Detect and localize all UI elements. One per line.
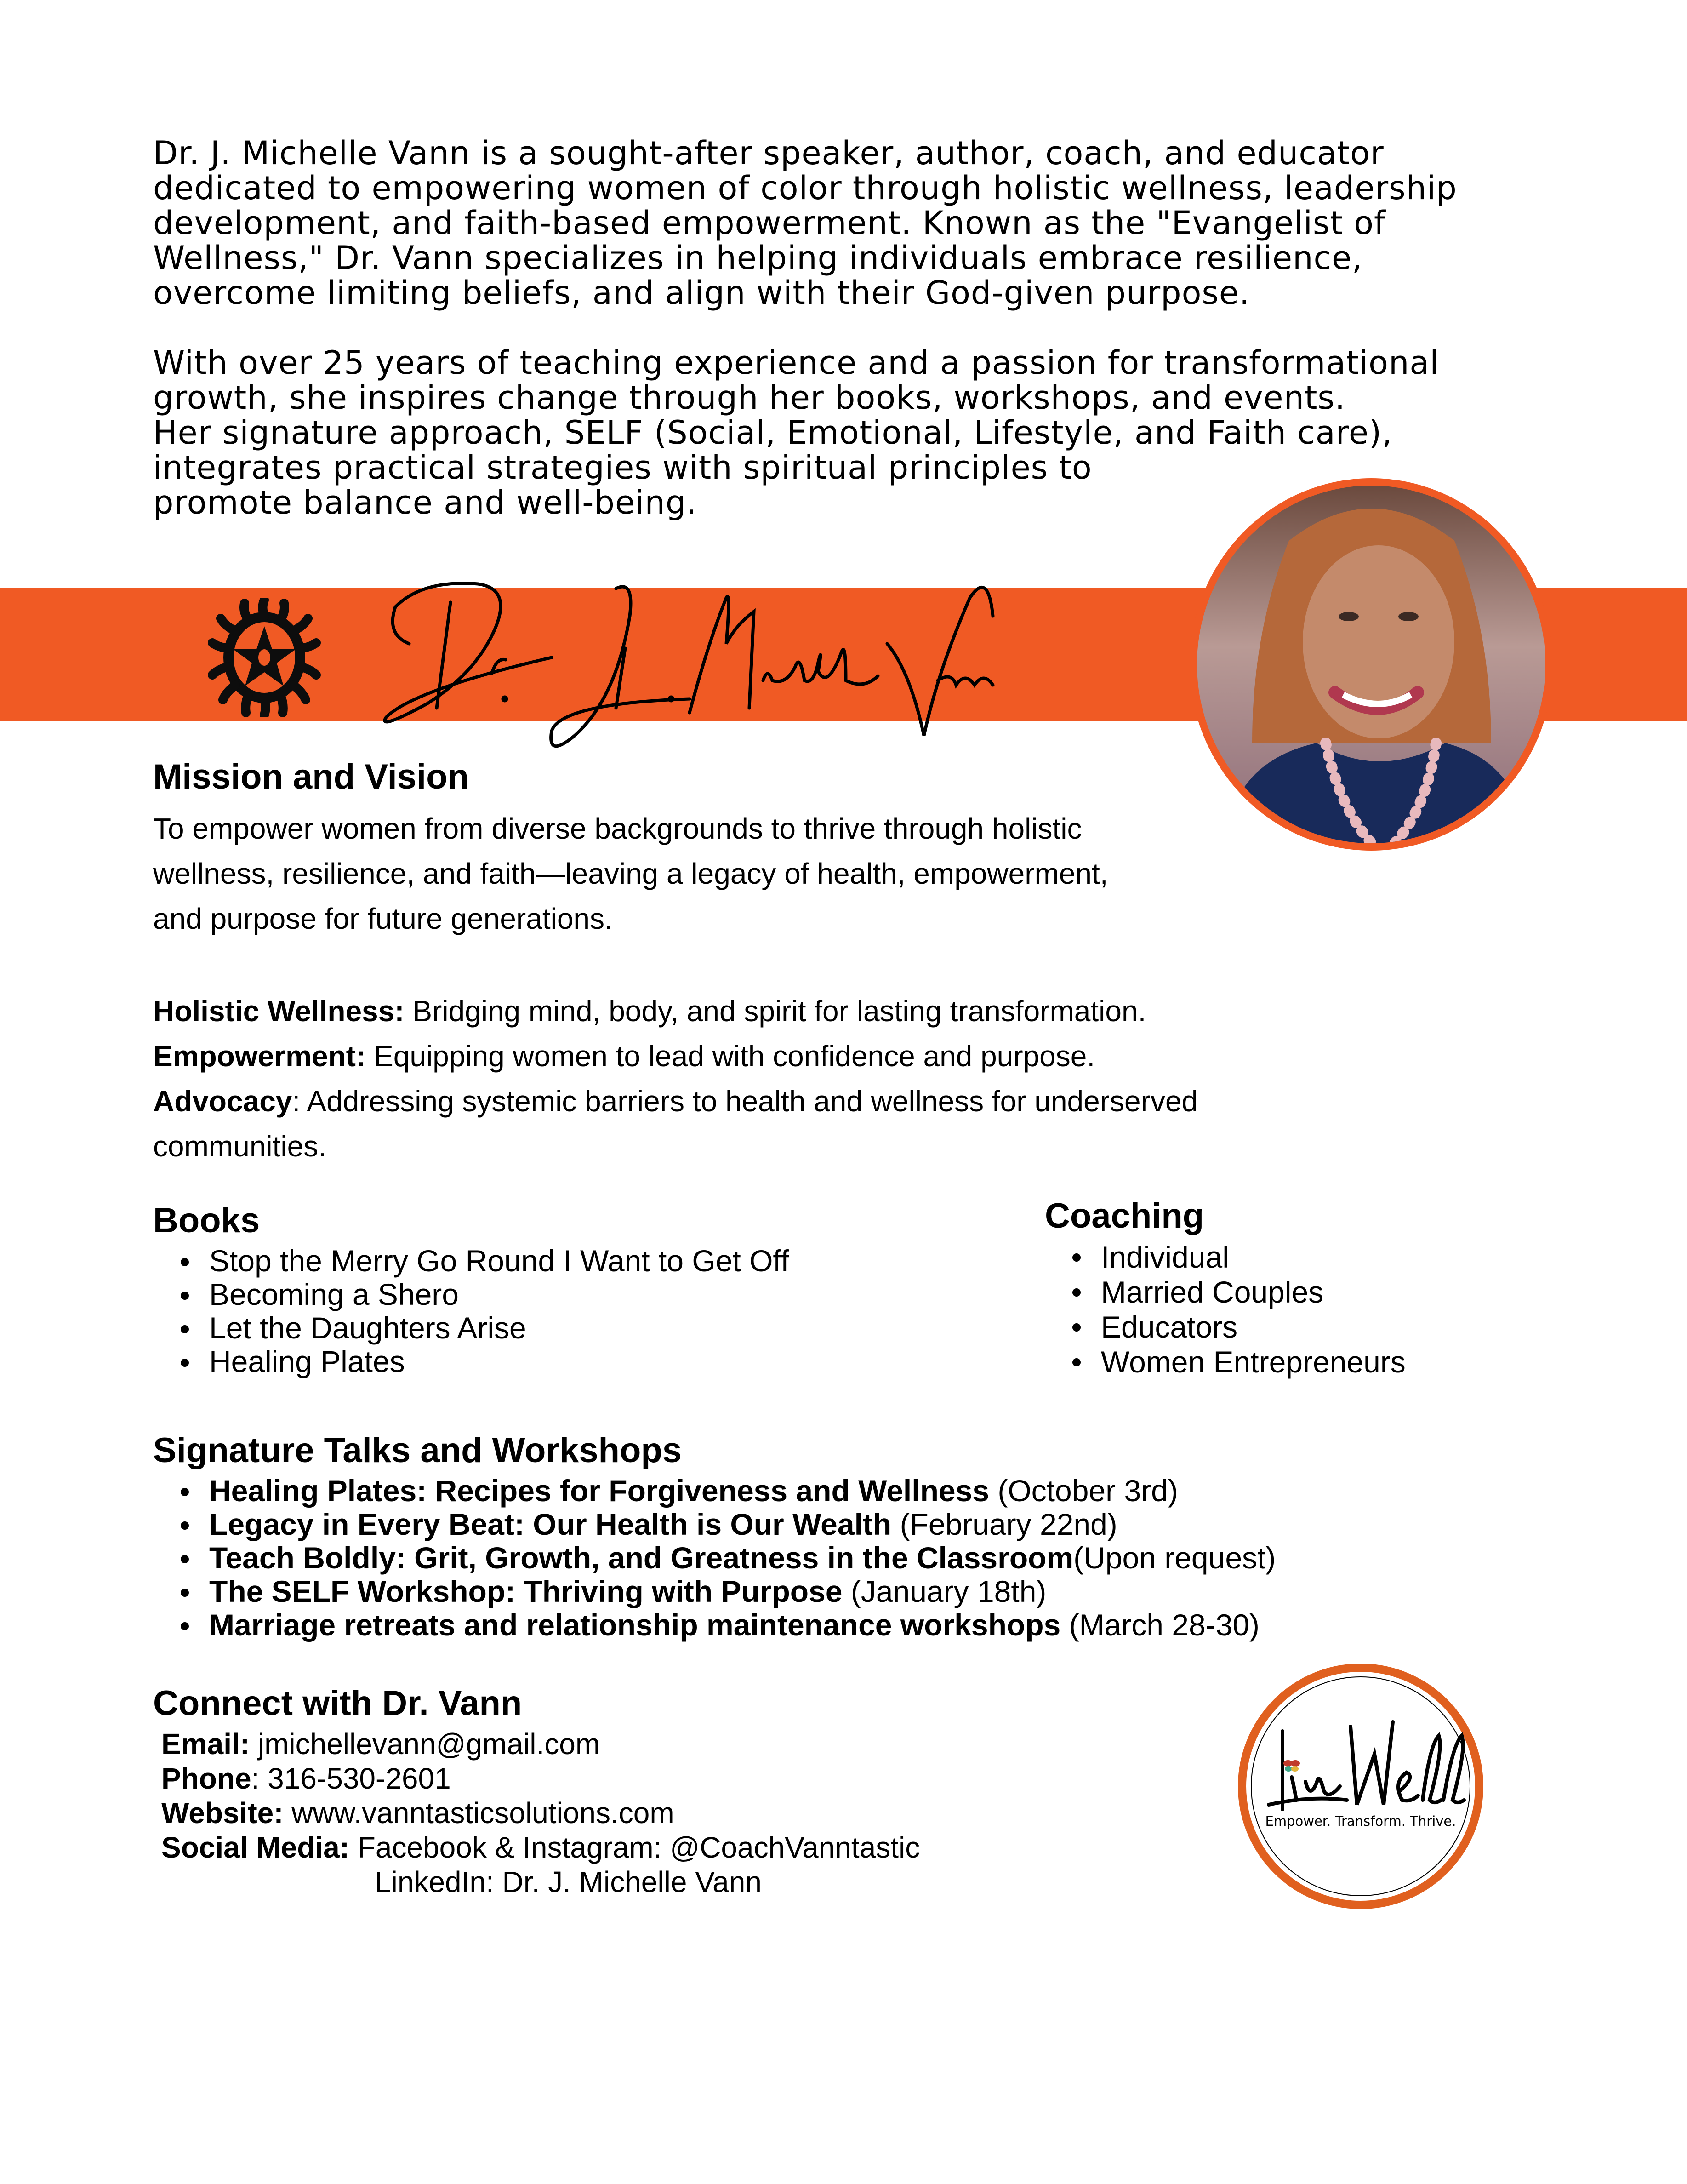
bullet-icon: [181, 1258, 189, 1266]
list-item: Individual: [1045, 1240, 1505, 1275]
list-item: Legacy in Every Beat: Our Health is Our Wealth (February 22nd): [153, 1508, 1509, 1541]
adinkra-sun-star-icon: [202, 598, 326, 717]
bullet-icon: [181, 1359, 189, 1367]
intro-paragraph-1: Dr. J. Michelle Vann is a sought-after speaker, author, coach, and educator dedicated to empowering women of color through holistic wellness, leadership development, and faith-based empowerment. Known as the "Evangelist of Wellness," Dr. Vann specializes in helping individuals embrace resilience, overcome limiting beliefs, and align with their God-given purpose.: [153, 134, 1457, 312]
connect-title: Connect with Dr. Vann: [153, 1684, 522, 1723]
mission-text: To empower women from diverse backgrounds to thrive through holistic wellness, resilience, and faith—leaving a legacy of health, empowerment, and purpose for future generations.: [153, 812, 1108, 935]
website-link[interactable]: www.vanntasticsolutions.com: [283, 1796, 674, 1830]
linkedin-handle[interactable]: LinkedIn: Dr. J. Michelle Vann: [375, 1865, 762, 1898]
mission-title: Mission and Vision: [153, 757, 469, 796]
books-title: Books: [153, 1201, 260, 1240]
connect-section: [153, 1683, 1210, 1899]
talks-section: [153, 1430, 1509, 1642]
website-row: Website: www.vanntasticsolutions.com: [161, 1796, 674, 1830]
linkedin-row: [161, 1865, 1210, 1899]
pillar-text: Bridging mind, body, and spirit for lasting transformation.: [404, 995, 1146, 1028]
list-item: Becoming a Shero: [153, 1278, 935, 1311]
mission-section: [153, 756, 1256, 941]
pillar-advocacy-continued: [153, 1124, 1348, 1169]
list-item: Marriage retreats and relationship maintenance workshops (March 28-30): [153, 1608, 1509, 1642]
coaching-section: [1045, 1195, 1505, 1379]
social-handle[interactable]: Facebook & Instagram: @CoachVanntastic: [349, 1831, 920, 1864]
intro-section: [153, 136, 1555, 520]
bullet-icon: [1072, 1288, 1081, 1297]
books-list: [153, 1244, 935, 1378]
bullet-icon: [181, 1521, 189, 1530]
bullet-icon: [181, 1555, 189, 1563]
bullet-icon: [1072, 1323, 1081, 1332]
list-item: Married Couples: [1045, 1275, 1505, 1309]
coaching-title: Coaching: [1045, 1196, 1204, 1235]
logo-tagline: Empower. Transform. Thrive.: [1265, 1813, 1456, 1829]
email-link[interactable]: jmichellevann@gmail.com: [250, 1727, 600, 1761]
mission-pillars: [153, 989, 1348, 1169]
livewell-logo: [1237, 1662, 1485, 1910]
phone-row: Phone: 316-530-2601: [161, 1762, 451, 1795]
list-item: Let the Daughters Arise: [153, 1311, 935, 1345]
books-section: [153, 1200, 935, 1378]
list-item: Women Entrepreneurs: [1045, 1344, 1505, 1379]
pillar-label: Holistic Wellness:: [153, 995, 405, 1028]
pillar-text: Equipping women to lead with confidence and purpose.: [365, 1040, 1095, 1073]
list-item: The SELF Workshop: Thriving with Purpose (January 18th): [153, 1575, 1509, 1608]
coaching-list: [1045, 1240, 1505, 1379]
bullet-icon: [181, 1589, 189, 1597]
intro-paragraph-2: With over 25 years of teaching experience and a passion for transformational growth, she inspires change through her books, workshops, and events. Her signature approach, SELF (Social, Emotional, Lifestyle, and Faith care), integrates practical strategies with spiritual principles to promote balance and well-being.: [153, 344, 1439, 521]
pillar-empowerment: [153, 1034, 1348, 1079]
social-row: Social Media: Facebook & Instagram: @CoachVanntastic: [161, 1831, 920, 1864]
talks-title: Signature Talks and Workshops: [153, 1431, 682, 1470]
phone-number[interactable]: : 316-530-2601: [251, 1762, 451, 1795]
email-row: Email: jmichellevann@gmail.com: [161, 1727, 600, 1761]
list-item: Teach Boldly: Grit, Growth, and Greatness in the Classroom(Upon request): [153, 1541, 1509, 1575]
bullet-icon: [181, 1292, 189, 1300]
bullet-icon: [1072, 1253, 1081, 1262]
bullet-icon: [1072, 1358, 1081, 1366]
pillar-label: Advocacy: [153, 1085, 292, 1118]
bullet-icon: [181, 1325, 189, 1333]
talks-list: [153, 1474, 1509, 1642]
bullet-icon: [181, 1488, 189, 1496]
pillar-text: communities.: [153, 1130, 326, 1163]
signature-logo: [359, 561, 1195, 763]
list-item: Stop the Merry Go Round I Want to Get Off: [153, 1244, 935, 1278]
pillar-label: Empowerment:: [153, 1040, 366, 1073]
pillar-advocacy: [153, 1079, 1348, 1124]
list-item: Healing Plates: [153, 1345, 935, 1378]
list-item: Healing Plates: Recipes for Forgiveness and Wellness (October 3rd): [153, 1474, 1509, 1508]
pillar-text: : Addressing systemic barriers to health and wellness for underserved: [292, 1085, 1198, 1118]
pillar-holistic-wellness: [153, 989, 1348, 1034]
list-item: Educators: [1045, 1309, 1505, 1344]
bullet-icon: [181, 1622, 189, 1630]
